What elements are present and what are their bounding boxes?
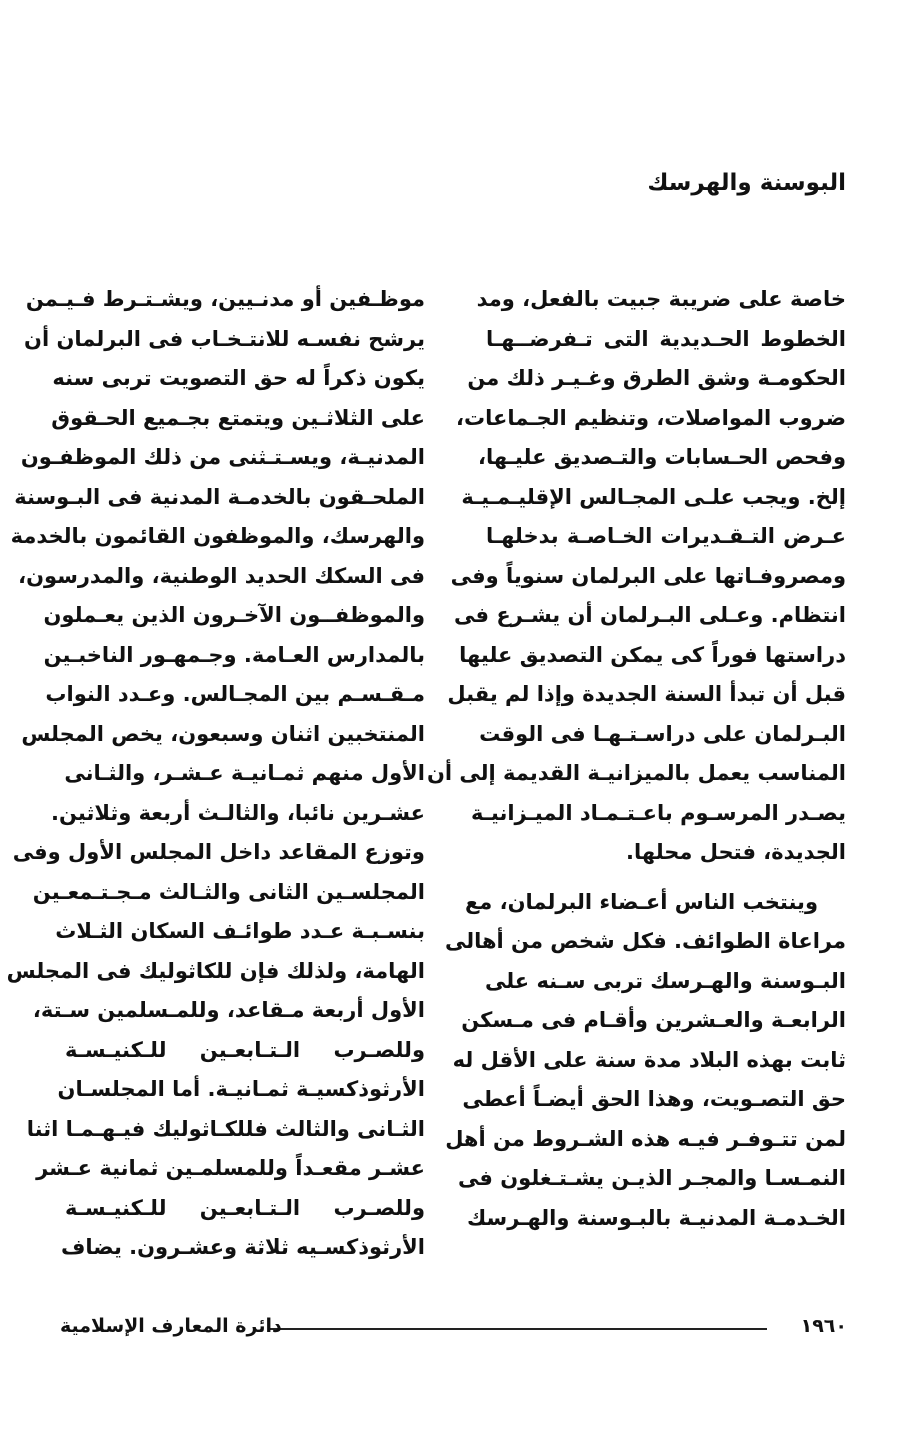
text-line: وللصـرب الـتـابعـين للـكنيـسـة (65, 1195, 425, 1220)
text-line: ضروب المواصلات، وتنظيم الجـماعات، (456, 405, 846, 430)
text-line: البـرلمان على دراسـتـهـا فى الوقت (479, 721, 846, 746)
right-column (426, 280, 846, 1238)
text-line: الأرثوذكسـيه ثلاثة وعشـرون. يضاف (60, 1235, 425, 1259)
text-line: المجلسـين الثانى والثـالث مـجـتـمعـين (32, 879, 425, 904)
text-line: الحكومـة وشق الطرق وغـيـر ذلك من (467, 366, 846, 390)
text-line: يرشح نفسـه للانتـخـاب فى البرلمان أن (24, 326, 425, 351)
page-number: ١٩٦٠ (800, 1315, 847, 1337)
text-line: دراستها فوراً كى يمكن التصديق عليها (459, 642, 846, 667)
text-line: عشـر مقعـداً وللمسلمـين ثمانية عـشر (36, 1156, 425, 1180)
text-line: الأول أربعة مـقاعد، وللمـسلمين سـتة، (32, 998, 425, 1022)
footer-rule (270, 1328, 767, 1330)
text-line: مراعاة الطوائف. فكل شخص من أهالى (444, 929, 846, 953)
text-line: عـرض التـقـديرات الخـاصـة بدخلهـا (486, 524, 846, 548)
text-line: الجديدة، فتحل محلها. (626, 840, 846, 864)
text-line: النمـسـا والمجـر الذيـن يشـتـغلون فى (457, 1166, 846, 1190)
text-line: الهامة، ولذلك فإن للكاثوليك فى المجلس (6, 958, 425, 983)
text-line: البـوسنة والهـرسك تربى سـنه على (484, 968, 846, 993)
text-line: مـقـسـم بين المجـالس. وعـدد النواب (45, 682, 425, 706)
text-line: موظـفين أو مدنـيين، ويشـتـرط فـيـمن (25, 287, 425, 311)
text-line: الثـانى والثالث فللكـاثوليك فيـهـمـا اثنا (26, 1116, 425, 1141)
text-line: والهرسك، والموظفون القائمون بالخدمة (10, 524, 425, 548)
text-line: فى السكك الحديد الوطنية، والمدرسون، (18, 563, 425, 588)
text-line: الأول منهم ثمـانيـة عـشـر، والثـانى (64, 761, 425, 785)
paragraph-gap (486, 873, 846, 883)
text-line: الأرثوذكسيـة ثمـانيـة. أما المجلسـان (57, 1077, 425, 1101)
text-line: المدنيـة، ويسـتـثنى من ذلك الموظفـون (20, 445, 425, 469)
text-line: عشـرين نائبا، والثالـث أربعة وثلاثين. (51, 800, 425, 825)
text-line: على الثلاثـين ويتمتع بجـميع الحـقوق (51, 405, 425, 430)
text-line: خاصة على ضريبة جبيت بالفعل، ومد (476, 287, 846, 311)
text-line: يصـدر المرسـوم باعـتـمـاد الميـزانيـة (470, 800, 846, 825)
text-line: المناسب يعمل بالميزانيـة القديمة إلى أن (426, 761, 846, 785)
publication-title: دائرة المعارف الإسلامية (60, 1315, 282, 1337)
text-line: ومصروفـاتها على البرلمان سنوياً وفى (450, 563, 846, 588)
text-line: إلخ. ويجب علـى المجـالس الإقليـمـيـة (461, 484, 846, 509)
text-line: لمن تتـوفـر فيـه هذه الشـروط من أهل (445, 1126, 846, 1151)
running-header: البوسنة والهرسك (647, 170, 846, 196)
text-line: وتوزع المقاعد داخل المجلس الأول وفى (12, 840, 425, 864)
text-line: حق التصـويت، وهذا الحق أيضـاً أعطى (462, 1087, 846, 1111)
text-line: ثابت بهذه البلاد مدة سنة على الأقل له (452, 1047, 846, 1072)
text-line: الرابعـة والعـشرين وأقـام فى مـسكن (461, 1008, 846, 1032)
text-line: يكون ذكراً له حق التصويت تربى سنه (52, 366, 425, 390)
text-line: وفحص الحـسابات والتـصديق عليـها، (478, 445, 846, 469)
text-line: المنتخبين اثنان وسبعون، يخص المجلس (21, 721, 425, 746)
text-line: قبل أن تبدأ السنة الجديدة وإذا لم يقبل (447, 682, 846, 706)
text-line: وللصـرب الـتـابعـين للـكنيـسـة (65, 1037, 425, 1062)
left-column (6, 280, 425, 1268)
text-line: الخطوط الحـديدية التى تـفرضــهـا (486, 326, 846, 351)
text-line: بنسـبـة عـدد طوائـف السكان الثـلاث (55, 919, 425, 943)
text-line: والموظفــون الآخـرون الذين يعـملون (43, 603, 425, 627)
text-line: الملحـقون بالخدمـة المدنية فى البـوسنة (14, 484, 425, 509)
text-line: الخـدمـة المدنيـة بالبـوسنة والهـرسك (466, 1205, 846, 1230)
text-line: انتظام. وعـلى البـرلمان أن يشـرع فى (454, 603, 846, 627)
text-line: وينتخب الناس أعـضاء البرلمان، مع (464, 889, 818, 914)
page-footer (60, 1315, 847, 1345)
text-line: بالمدارس العـامة. وجـمهـور الناخبـين (43, 642, 425, 667)
